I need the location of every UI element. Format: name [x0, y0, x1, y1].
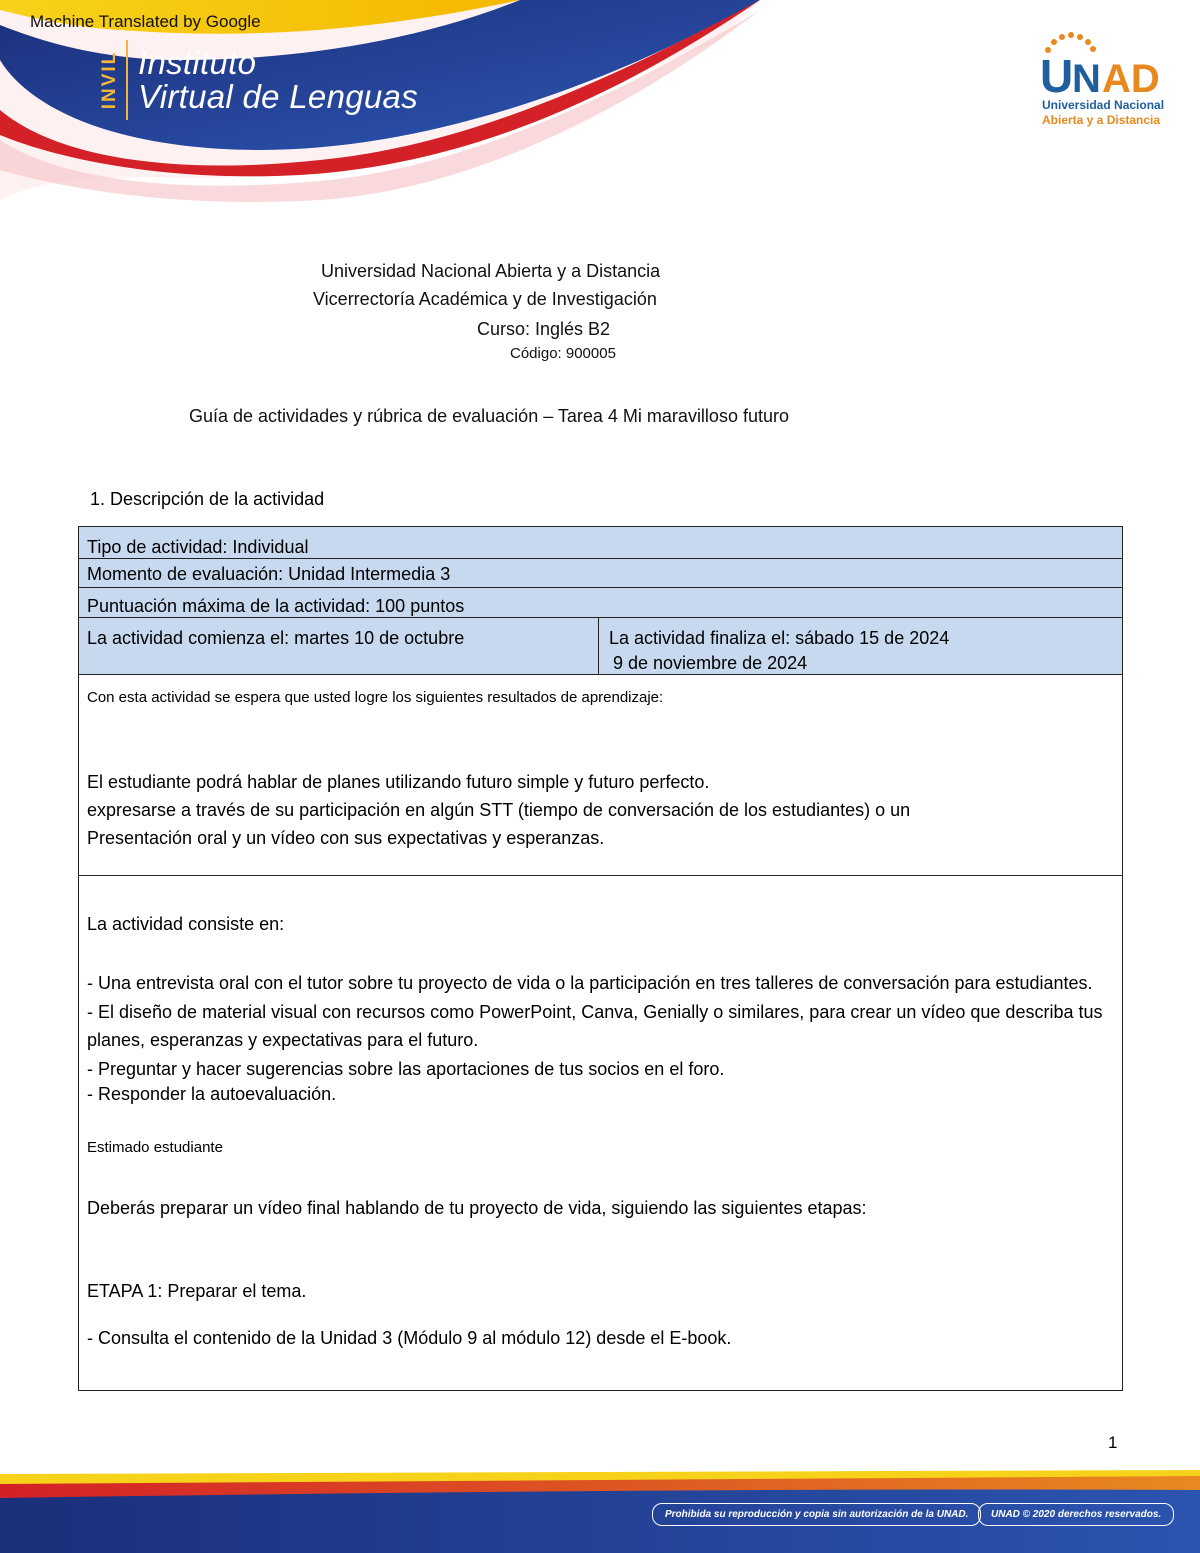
activity-consists-cell — [79, 876, 1123, 1391]
prepare-video-text: Deberás preparar un vídeo final hablando de tu proyecto de vida, siguiendo las siguientes etapas: — [87, 1198, 867, 1218]
consists-item: - El diseño de material visual con recursos como PowerPoint, Canva, Genially o similares, para crear un vídeo que describa tus planes, esperanzas y expectativas para el futuro. — [87, 1001, 1103, 1050]
start-date-cell: La actividad comienza el: martes 10 de octubre — [79, 618, 599, 675]
outcome-line: El estudiante podrá hablar de planes utilizando futuro simple y futuro perfecto. — [87, 772, 710, 792]
course-name: Curso: Inglés B2 — [477, 319, 611, 339]
course-code: Código: 900005 — [510, 345, 616, 362]
consists-item: - Responder la autoevaluación. — [87, 1084, 337, 1104]
university-name: Universidad Nacional Abierta y a Distancia — [321, 261, 661, 281]
logo-subtitle-2: Abierta y a Distancia — [1042, 113, 1161, 127]
invil-divider — [126, 40, 128, 120]
svg-text:U: U — [1040, 50, 1074, 102]
max-score-cell: Puntuación máxima de la actividad: 100 puntos — [79, 588, 1123, 618]
invil-logo: INVIL — [99, 50, 120, 110]
evaluation-moment-cell: Momento de evaluación: Unidad Intermedia 3 — [79, 559, 1123, 588]
section-title: 1. Descripción de la actividad — [90, 489, 325, 509]
learning-outcomes-cell — [79, 675, 1123, 876]
vice-rectory: Vicerrectoría Académica y de Investigación — [313, 289, 657, 309]
consult-content-text: - Consulta el contenido de la Unidad 3 (Módulo 9 al módulo 12) desde el E-book. — [87, 1328, 732, 1348]
consists-title: La actividad consiste en: — [87, 914, 285, 934]
footer-copy-notice: Prohibida su reproducción y copia sin autorización de la UNAD. — [652, 1503, 981, 1526]
logo-subtitle-1: Universidad Nacional — [1042, 98, 1165, 112]
stage-1-title: ETAPA 1: Preparar el tema. — [87, 1281, 307, 1301]
page-number: 1 — [1108, 1433, 1118, 1452]
outcome-line: expresarse a través de su participación en algún STT (tiempo de conversación de los estudiantes) o un — [87, 800, 911, 820]
end-date-cell: La actividad finaliza el: sábado 15 de 2024 9 de noviembre de 2024 — [599, 618, 1123, 675]
institute-title-line1: Instituto — [138, 44, 257, 81]
institute-title-line2: Virtual de Lenguas — [138, 78, 419, 115]
outcomes-intro: Con esta actividad se espera que usted logre los siguientes resultados de aprendizaje: — [87, 689, 664, 706]
activity-table — [78, 526, 1123, 1391]
outcome-line: Presentación oral y un vídeo con sus expectativas y esperanzas. — [87, 828, 605, 848]
watermark-text: Machine Translated by Google — [30, 12, 261, 31]
guide-title: Guía de actividades y rúbrica de evaluación – Tarea 4 Mi maravilloso futuro — [189, 406, 789, 426]
footer-copyright: UNAD © 2020 derechos reservados. — [978, 1503, 1174, 1526]
consists-item: - Una entrevista oral con el tutor sobre tu proyecto de vida o la participación en tres talleres de conversación para estudiantes. — [87, 973, 1093, 993]
svg-text:AD: AD — [1102, 57, 1160, 101]
activity-type-cell: Tipo de actividad: Individual — [79, 527, 1123, 559]
svg-text:N: N — [1072, 57, 1101, 101]
consists-item: - Preguntar y hacer sugerencias sobre las aportaciones de tus socios en el foro. — [87, 1058, 725, 1079]
dear-student: Estimado estudiante — [87, 1139, 223, 1156]
